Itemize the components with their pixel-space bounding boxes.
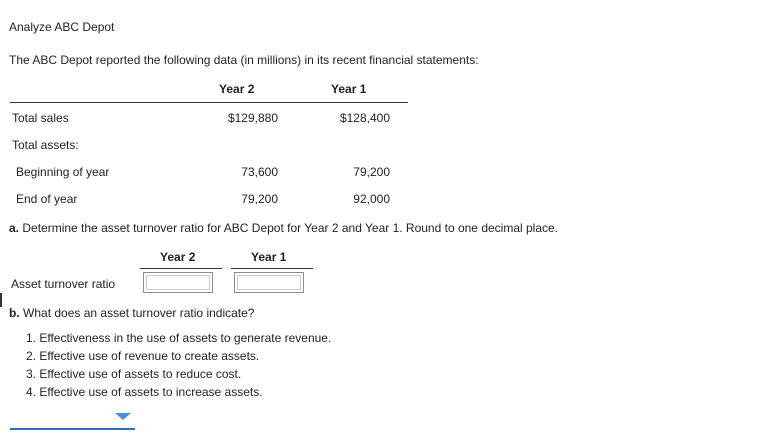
part-b-question xyxy=(9,306,254,320)
cell-beginning-year2: 73,600 xyxy=(241,165,278,179)
asset-turnover-label: Asset turnover ratio xyxy=(11,277,116,291)
part-b-prefix: b. xyxy=(9,306,20,320)
list-item: 2. Effective use of revenue to create assets. xyxy=(26,349,260,363)
cell-end-year1: 92,000 xyxy=(353,192,390,206)
cell-total-sales-year1: $128,400 xyxy=(339,111,390,125)
part-a-text: Determine the asset turnover ratio for ABC Depot for Year 2 and Year 1. Round to one decimal place. xyxy=(22,221,559,235)
answer-header-year2: Year 2 xyxy=(160,250,196,264)
chevron-down-icon[interactable] xyxy=(115,413,131,420)
cell-end-year2: 79,200 xyxy=(241,192,278,206)
table-header-year1: Year 1 xyxy=(331,82,367,96)
asset-turnover-year2-input[interactable] xyxy=(147,276,207,289)
part-b-text: What does an asset turnover ratio indicate? xyxy=(23,306,255,320)
list-item: 3. Effective use of assets to reduce cost. xyxy=(26,367,242,381)
part-a-prefix: a. xyxy=(9,221,20,235)
answer-header-year1: Year 1 xyxy=(251,250,287,264)
cell-total-sales-year2: $129,880 xyxy=(227,111,278,125)
list-item: 1. Effectiveness in the use of assets to generate revenue. xyxy=(26,331,332,345)
table-header-year2: Year 2 xyxy=(219,82,255,96)
row-label-end-of-year: End of year xyxy=(16,192,78,206)
asset-turnover-year1-box xyxy=(234,272,304,293)
table-header-rule xyxy=(10,102,408,103)
page-title: Analyze ABC Depot xyxy=(9,20,115,34)
list-item: 4. Effective use of assets to increase assets. xyxy=(26,385,263,399)
answer-rule-year1 xyxy=(231,268,313,269)
left-margin-marker xyxy=(0,293,2,307)
row-label-total-sales: Total sales xyxy=(12,111,69,125)
cell-beginning-year1: 79,200 xyxy=(353,165,390,179)
answer-dropdown[interactable] xyxy=(10,406,135,430)
asset-turnover-year2-box xyxy=(143,272,213,293)
row-label-beginning-of-year: Beginning of year xyxy=(16,165,110,179)
answer-rule-year2 xyxy=(140,268,222,269)
asset-turnover-year1-input[interactable] xyxy=(238,276,298,289)
intro-text: The ABC Depot reported the following data (in millions) in its recent financial statements: xyxy=(9,53,479,67)
part-a-question xyxy=(9,221,558,235)
row-label-total-assets: Total assets: xyxy=(12,138,79,152)
